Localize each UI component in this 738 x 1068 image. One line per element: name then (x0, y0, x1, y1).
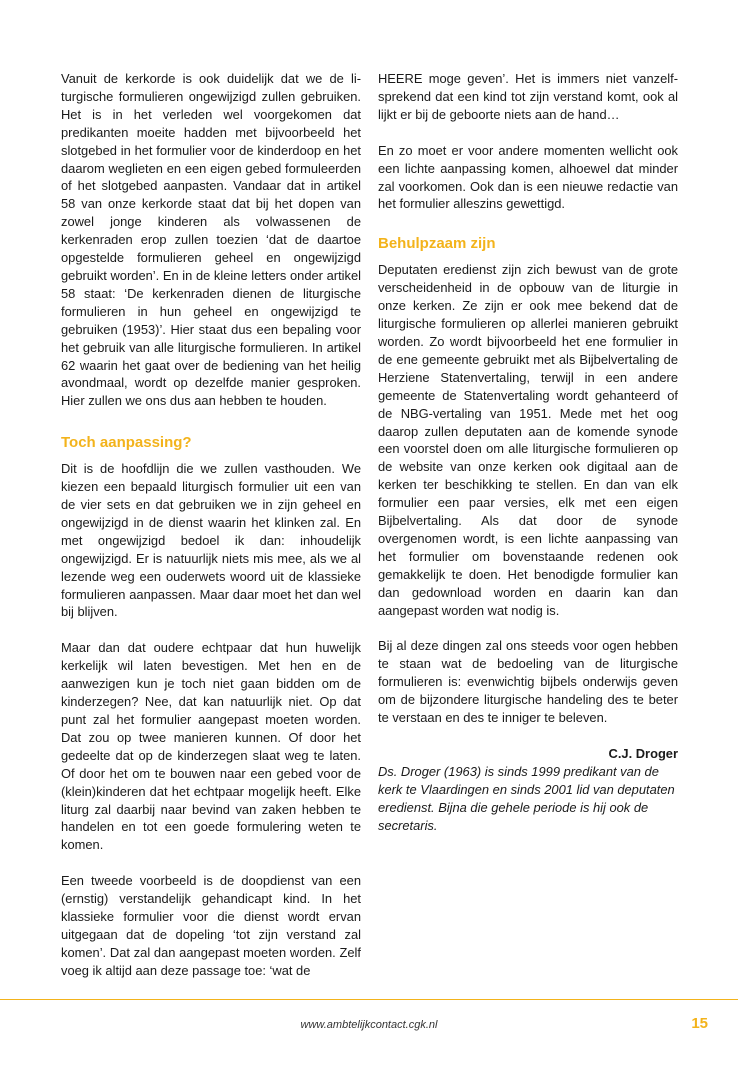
author-bio: Ds. Droger (1963) is sinds 1999 predikant van de kerk te Vlaardingen en sinds 2001 lid van deputaten eredienst. Bijna die gehele periode is hij ook de secretaris. (378, 763, 675, 833)
footer-divider (0, 999, 738, 1000)
body-paragraph: HEERE moge geven’. Het is immers niet vanzelfsprekend dat een kind tot zijn verstand komt, ook al lijkt er bij de geboorte niets aan de hand… (378, 71, 678, 122)
body-paragraph: Een tweede voorbeeld is de doopdienst van een (ernstig) verstandelijk gehandicapt kind. In het klassieke formulier voor die dienst wordt ervan uitgegaan dat de dopeling ‘tot zijn verstand zal komen’. Dat zal dan aangepast moeten worden. Zelf voeg ik altijd aan deze passage toe: ‘wat de (61, 873, 361, 978)
right-column (378, 70, 678, 835)
body-paragraph: Bij al deze dingen zal ons steeds voor ogen hebben te staan wat de bedoeling van de liturgische formulieren is: evenwichtig bijbels onderwijs geven om de bijzondere liturgische handeling des te beter te verstaan en des te inniger te beleven. (378, 638, 678, 726)
body-paragraph: Vanuit de kerkorde is ook duidelijk dat we de liturgische formulieren ongewijzigd zullen gebruiken. Het is in het verleden wel voorgekomen dat predikanten moeite hadden met bijvoorbeeld het slotgebed in het formulier voor de kinderdoop en het daarom weglieten en een eigen gebed formuleerden of het slotgebed aanpasten. Vandaar dat in artikel 58 van onze kerkorde staat dat bij het dopen van zowel jonge kinderen als volwassenen de kerkenraden erop zullen toezien ‘dat de daartoe opgestelde formulieren geheel en ongewijzigd gebruikt worden’. En in de kleine letters onder artikel 58 staat: ‘De kerkenraden dienen de liturgische formulieren in hun geheel en ongewijzigd te gebruiken (1953)’. Hier staat dus een bepaling voor het gebruik van alle liturgische formulieren. In artikel 62 waarin het gaat over de bediening van het heilig avondmaal, wordt op dezelfde manier gesproken. Hier zullen we ons dus aan hebben te houden. (61, 71, 361, 409)
body-paragraph: Dit is de hoofdlijn die we zullen vasthouden. We kiezen een bepaald liturgisch formulier uit een van de vier sets en dat gebruiken we in zijn geheel en ongewijzigd in de dienst waarin het klinken zal. En met ongewijzigd bedoel ik dan: inhoudelijk ongewijzigd. Er is natuurlijk niets mis mee, als we al lezende weg een ouderwets woord uit de klassieke formulieren aanpassen. Maar daar moet het dan wel bij blijven. (61, 461, 361, 620)
author-signature: C.J. Droger (608, 746, 678, 761)
body-paragraph: Deputaten eredienst zijn zich bewust van de grote verscheidenheid in de opbouw van de liturgie in onze kerken. Ze zijn er ook mee bekend dat de liturgische formulieren op allerlei manieren gebruikt worden. Zo wordt bijvoorbeeld het ene formulier in de ene gemeente gebruikt met als Bijbelvertaling de Herziene Statenvertaling, terwijl in een andere gemeente de Statenvertaling wordt gehanteerd of de NBG-vertaling van 1951. Mede met het oog daarop zullen deputaten aan de komende synode een voorstel doen om alle liturgische formulieren op de website van onze kerken ook digitaal aan de kerken ter beschikking te stellen. En dan van elk formulier een paar versies, elk met een eigen Bijbelvertaling. Als dat door de synode overgenomen wordt, is een lichte aanpassing van het formulier om bovenstaande redenen ook gemakkelijk te doen. Het benodigde formulier kan dan gedownload worden en daarin kan dan aangepast worden wat nodig is. (378, 262, 678, 618)
section-heading-behulpzaam-zijn: Behulpzaam zijn (378, 235, 496, 253)
body-paragraph: En zo moet er voor andere momenten wellicht ook een lichte aanpassing komen, alhoewel dat minder zal voorkomen. Ook dan is een nieuwe redactie van het formulier alleszins gewettigd. (378, 142, 678, 212)
section-heading-toch-aanpassing: Toch aanpassing? (61, 434, 192, 452)
paragraph-spacer (61, 621, 361, 639)
body-paragraph: Maar dan dat oudere echtpaar dat hun huwelijk kerkelijk wil laten bevestigen. Met hen en de aanwezigen kun je toch niet gaan bidden om de kinderzegen? Nee, dat kan natuurlijk niet. Op dat punt zal het formulier aangepast moeten worden. Dat zou op twee manieren kunnen. Of door het gedeelte dat op de kinderzegen slaat weg te laten. Of door het om te bouwen naar een gebed voor de (klein)kinderen dat het echtpaar mogelijk heeft. Elke liturg zal daarbij naar bevind van zaken hebben te handelen en tot een goede formulering weten te komen. (61, 640, 361, 853)
paragraph-spacer (378, 619, 678, 637)
paragraph-spacer (61, 854, 361, 872)
paragraph-spacer (378, 124, 678, 142)
footer-website-url[interactable]: www.ambtelijkcontact.cgk.nl (300, 1019, 438, 1031)
left-column (61, 70, 361, 980)
page-number: 15 (691, 1015, 708, 1032)
